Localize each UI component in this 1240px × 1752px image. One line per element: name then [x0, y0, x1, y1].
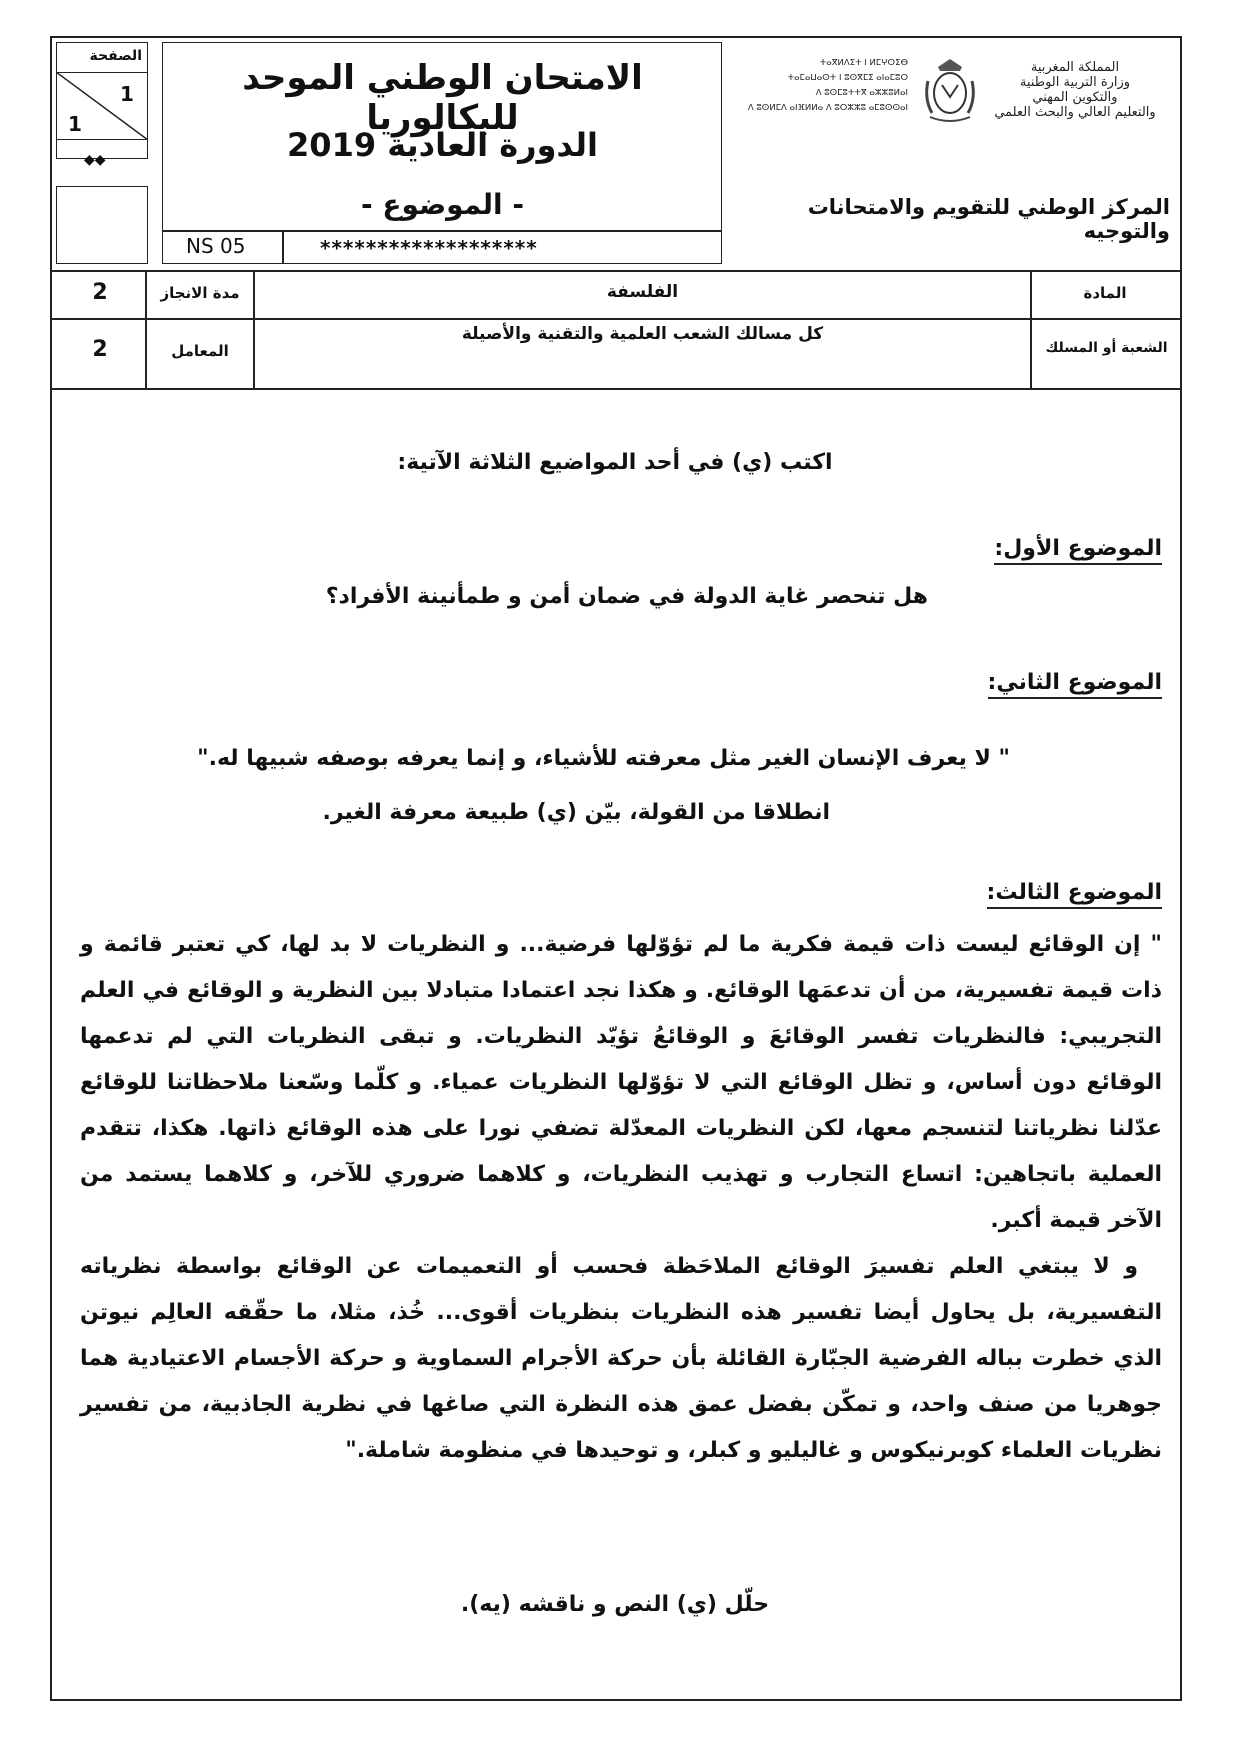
coef-value-cell: 2 [92, 337, 108, 362]
topic2-heading-wrap [760, 670, 1162, 699]
branch-label-cell: الشعبة أو المسلك [1045, 340, 1168, 356]
topic2-heading: الموضوع الثاني: [988, 670, 1162, 699]
tifinagh-line: ⵜⴰⵎⴰⵡⴰⵙⵜ ⵏ ⵓⵙⴳⵎⵉ ⴰⵏⴰⵎⵓⵔ [787, 73, 908, 83]
stars: ******************* [320, 236, 538, 260]
table-col-line [145, 270, 147, 388]
tifinagh-line: ⵜⴰⴳⵍⴷⵉⵜ ⵏ ⵍⵎⵖⵔⵉⴱ [819, 58, 908, 68]
topic1-heading: الموضوع الأول: [994, 536, 1162, 565]
subject-value-cell: الفلسفة [606, 282, 679, 302]
page-current: 1 [120, 82, 134, 106]
topic1-heading-wrap [760, 536, 1162, 565]
exam-title: الامتحان الوطني الموحد للبكالوريا [242, 58, 643, 138]
page-label: الصفحة [89, 48, 142, 64]
topic3-heading: الموضوع الثالث: [987, 880, 1162, 909]
ministry-line: والتعليم العالي والبحث العلمي [994, 105, 1156, 120]
topic3-task: حلّل (ي) النص و ناقشه (يه). [460, 1592, 770, 1617]
duration-value-cell: 2 [92, 280, 108, 305]
blank-box [56, 186, 148, 264]
topic3-paragraph-2: و لا يبتغي العلم تفسيرَ الوقائع الملاحَظة فحسب أو التعميمات عن الوقائع بواسطة نظرياته التفسيرية، بل يحاول أيضا تفسير هذه النظريات بنظريات أقوى... خُذ، مثلا، ما حقّقه العالِم نيوتن الذي خطرت بباله الفرضية الجبّارة القائلة بأن حركة الأجرام السماوية و حركة الأجسام الاعتيادية هما جوهريا من صنف واحد، و تمكّن بفضل عمق هذه النظرة التي صاغها في نظرية الجاذبية، من تفسير نظريات العلماء كوبرنيكوس و غاليليو و كبلر، و توحيدها في منظومة شاملة." [80, 1254, 1162, 1463]
branch-value-cell: كل مسالك الشعب العلمية والتقنية والأصيلة [461, 324, 824, 344]
tifinagh-line: ⴷ ⵓⵙⵍⵎⴷ ⴰⵏⴼⵍⵍⴰ ⴷ ⵓⵔⵣⵣⵓ ⴰⵎⵓⵙⵙⴰⵏ [747, 103, 908, 113]
ministry-line: وزارة التربية الوطنية [1019, 75, 1131, 90]
ministry-block [990, 60, 1160, 120]
topic3-paragraph-1: " إن الوقائع ليست ذات قيمة فكرية ما لم تؤوّلها فرضية... و النظريات لا بد لها، كي تعتبر قائمة و ذات قيمة تفسيرية، من أن تدعمَها الوقائع. و هكذا نجد اعتمادا متبادلا بين النظرية و الوقائع في العلم التجريبي: فالنظريات تفسر الوقائعَ و الوقائعُ تؤيّد النظريات. و تبقى النظريات التي لم تدعمها الوقائع دون أساس، و تظل الوقائع التي لا تؤوّلها النظريات عمياء. و كلّما وسّعنا ملاحظاتنا للوقائع عدّلنا نظرياتنا لتنسجم معها، لكن النظريات المعدّلة تضفي نورا على هذه الوقائع ذاتها. هكذا، تتقدم العملية باتجاهين: اتساع التجارب و تهذيب النظريات، و كلاهما ضروري للآخر، و كلاهما يستمد من الآخر قيمة أكبر. [80, 932, 1162, 1233]
instruction: اكتب (ي) في أحد المواضيع الثلاثة الآتية: [397, 450, 833, 475]
exam-code: NS 05 [186, 234, 246, 258]
coef-label-cell: المعامل [171, 342, 229, 360]
tifinagh-line: ⴷ ⵓⵙⵎⵓⵜⵜⴳ ⴰⵣⵣⵓⵍⴰⵏ [815, 88, 908, 98]
ministry-line: والتكوين المهني [1032, 90, 1118, 105]
topic2-quote: " لا يعرف الإنسان الغير مثل معرفته للأشياء، و إنما يعرفه بوصفه شبيها له." [197, 746, 1010, 771]
title-box-divider [162, 230, 722, 232]
page-total: 1 [68, 112, 82, 136]
header-divider [50, 270, 1182, 272]
page-mark: ◆◆ [84, 152, 106, 168]
topic3-heading-wrap [760, 880, 1162, 909]
topic2-task: انطلاقا من القولة، بيّن (ي) طبيعة معرفة الغير. [322, 800, 830, 825]
subject-label: - الموضوع - [361, 188, 524, 221]
session-title: الدورة العادية 2019 [287, 126, 598, 164]
table-row-divider [50, 318, 1182, 320]
topic3-text [80, 922, 1162, 1474]
code-divider [282, 230, 284, 264]
tifinagh-block [738, 56, 908, 116]
center-name: المركز الوطني للتقويم والامتحانات والتوجيه [807, 195, 1170, 243]
subject-label-cell: المادة [1083, 284, 1127, 302]
duration-label-cell: مدة الانجاز [160, 284, 240, 302]
table-bottom-divider [50, 388, 1182, 390]
royal-emblem-icon [920, 55, 980, 125]
ministry-line: المملكة المغربية [1030, 60, 1120, 75]
table-col-line [253, 270, 255, 388]
topic1-question: هل تنحصر غاية الدولة في ضمان أمن و طمأنينة الأفراد؟ [325, 584, 928, 609]
table-col-line [1030, 270, 1032, 388]
